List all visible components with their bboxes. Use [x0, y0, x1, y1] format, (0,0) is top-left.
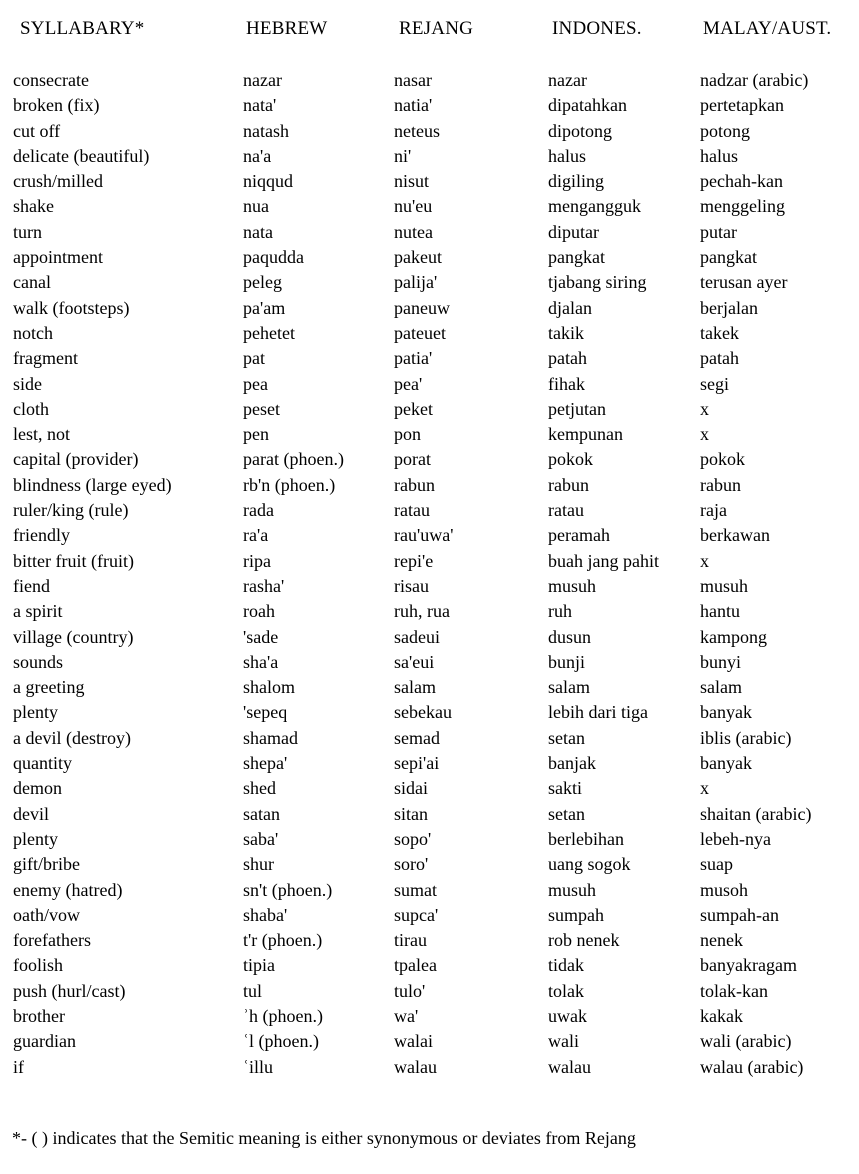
cell-syllabary: plenty	[13, 702, 58, 723]
cell-hebrew: shaba'	[243, 904, 288, 925]
cell-rejang: sebekau	[394, 702, 452, 723]
cell-malay: suap	[700, 854, 733, 875]
cell-rejang: peket	[394, 398, 433, 419]
cell-syllabary: if	[13, 1056, 24, 1077]
cell-malay: pechah-kan	[700, 171, 783, 192]
cell-hebrew: nazar	[243, 70, 282, 90]
cell-syllabary: ruler/king (rule)	[13, 500, 129, 521]
table-row	[0, 169, 859, 194]
cell-hebrew: shed	[243, 778, 276, 799]
cell-rejang: ruh, rua	[394, 601, 450, 622]
table-row	[0, 447, 859, 472]
cell-syllabary: devil	[13, 803, 49, 824]
cell-syllabary: demon	[13, 778, 62, 799]
cell-hebrew: pehetet	[243, 322, 295, 343]
cell-rejang: tulo'	[394, 980, 426, 1001]
cell-rejang: pon	[394, 424, 421, 445]
cell-hebrew: roah	[243, 601, 275, 622]
cell-syllabary: turn	[13, 221, 42, 242]
cell-hebrew: na'a	[243, 145, 272, 166]
cell-hebrew: nata	[243, 221, 273, 242]
cell-rejang: paneuw	[394, 297, 450, 318]
cell-rejang: sitan	[394, 803, 428, 824]
cell-syllabary: blindness (large eyed)	[13, 474, 172, 495]
cell-hebrew: shepa'	[243, 753, 288, 774]
cell-malay: pangkat	[700, 247, 757, 268]
cell-rejang: ni'	[394, 145, 412, 166]
cell-syllabary: bitter fruit (fruit)	[13, 550, 134, 571]
cell-syllabary: broken (fix)	[13, 95, 100, 116]
table-row	[0, 903, 859, 928]
table-row	[0, 270, 859, 295]
cell-rejang: rabun	[394, 474, 435, 495]
table-row	[0, 422, 859, 447]
table-row	[0, 827, 859, 852]
cell-rejang: sadeui	[394, 626, 440, 647]
cell-syllabary: fiend	[13, 575, 50, 596]
cell-rejang: pateuet	[394, 322, 446, 343]
cell-indonesian: banjak	[548, 753, 596, 774]
cell-hebrew: pea	[243, 373, 268, 394]
cell-malay: potong	[700, 120, 751, 141]
cell-rejang: tpalea	[394, 955, 437, 976]
cell-indonesian: dusun	[548, 626, 592, 647]
cell-syllabary: quantity	[13, 753, 72, 774]
cell-syllabary: sounds	[13, 651, 64, 672]
table-row	[0, 523, 859, 548]
table-row	[0, 321, 859, 346]
cell-malay: musuh	[700, 575, 749, 596]
cell-rejang: walau	[394, 1056, 437, 1077]
cell-rejang: supca'	[394, 904, 439, 925]
cell-indonesian: petjutan	[548, 398, 606, 419]
cell-indonesian: mengangguk	[548, 196, 641, 217]
cell-syllabary: capital (provider)	[13, 449, 139, 470]
header-malay-aust: MALAY/AUST.	[703, 18, 832, 39]
cell-hebrew: rada	[243, 500, 274, 521]
cell-indonesian: kempunan	[548, 424, 623, 445]
cell-indonesian: lebih dari tiga	[548, 702, 648, 723]
cell-indonesian: takik	[548, 322, 584, 343]
cell-rejang: ratau	[394, 500, 430, 521]
table-row	[0, 751, 859, 776]
cell-indonesian: patah	[548, 348, 587, 369]
cell-syllabary: side	[13, 373, 42, 394]
cell-indonesian: pangkat	[548, 247, 605, 268]
cell-rejang: sumat	[394, 879, 437, 900]
cell-syllabary: a spirit	[13, 601, 63, 622]
cell-malay: raja	[700, 500, 727, 521]
cell-hebrew: t'r (phoen.)	[243, 930, 323, 951]
cell-hebrew: shamad	[243, 727, 298, 748]
table-row	[0, 372, 859, 397]
table-row	[0, 93, 859, 118]
cell-rejang: sa'eui	[394, 651, 435, 672]
cell-rejang: nutea	[394, 221, 433, 242]
cell-rejang: salam	[394, 677, 436, 698]
cell-indonesian: musuh	[548, 879, 597, 900]
word-comparison-table	[0, 68, 859, 1080]
cell-hebrew: 'sade	[243, 626, 279, 647]
cell-indonesian: walau	[548, 1056, 591, 1077]
cell-malay: iblis (arabic)	[700, 727, 792, 748]
table-row	[0, 776, 859, 801]
cell-indonesian: salam	[548, 677, 590, 698]
cell-malay: berjalan	[700, 297, 758, 318]
cell-indonesian: digiling	[548, 171, 605, 192]
table-row	[0, 852, 859, 877]
cell-malay: pokok	[700, 449, 745, 470]
cell-malay: halus	[700, 145, 738, 166]
table-row	[0, 473, 859, 498]
cell-syllabary: cut off	[13, 120, 61, 141]
cell-malay: tolak-kan	[700, 980, 768, 1001]
cell-malay: terusan ayer	[700, 272, 788, 293]
cell-indonesian: ratau	[548, 500, 584, 521]
cell-rejang: neteus	[394, 120, 440, 141]
cell-syllabary: canal	[13, 272, 51, 293]
cell-indonesian: buah jang pahit	[548, 550, 659, 571]
cell-syllabary: notch	[13, 322, 53, 343]
cell-hebrew: pa'am	[243, 297, 286, 318]
cell-indonesian: fihak	[548, 373, 585, 394]
cell-malay: musoh	[700, 879, 749, 900]
cell-rejang: walai	[394, 1031, 433, 1052]
cell-syllabary: push (hurl/cast)	[13, 980, 126, 1001]
cell-indonesian: tidak	[548, 955, 584, 976]
cell-indonesian: setan	[548, 727, 585, 748]
cell-indonesian: djalan	[548, 297, 592, 318]
cell-rejang: pea'	[394, 373, 423, 394]
cell-indonesian: sumpah	[548, 904, 604, 925]
cell-indonesian: halus	[548, 145, 586, 166]
cell-malay: banyakragam	[700, 955, 797, 976]
cell-indonesian: pokok	[548, 449, 593, 470]
cell-rejang: soro'	[394, 854, 429, 875]
table-row	[0, 1029, 859, 1054]
cell-hebrew: saba'	[243, 828, 279, 849]
table-row	[0, 802, 859, 827]
cell-hebrew: ʿillu	[243, 1056, 273, 1077]
table-row	[0, 220, 859, 245]
cell-rejang: sidai	[394, 778, 428, 799]
table-row	[0, 1055, 859, 1080]
table-row	[0, 194, 859, 219]
cell-hebrew: ripa	[243, 550, 271, 571]
cell-malay: x	[700, 424, 709, 445]
cell-malay: wali (arabic)	[700, 1031, 792, 1052]
cell-syllabary: oath/vow	[13, 904, 80, 925]
cell-malay: walau (arabic)	[700, 1056, 804, 1077]
cell-hebrew: sn't (phoen.)	[243, 879, 333, 900]
table-row	[0, 979, 859, 1004]
cell-rejang: repi'e	[394, 550, 434, 571]
cell-malay: banyak	[700, 753, 752, 774]
table-row	[0, 953, 859, 978]
cell-malay: salam	[700, 677, 742, 698]
cell-malay: pertetapkan	[700, 95, 784, 116]
cell-rejang: porat	[394, 449, 431, 470]
cell-hebrew: rb'n (phoen.)	[243, 474, 336, 495]
cell-malay: rabun	[700, 474, 741, 495]
cell-syllabary: foolish	[13, 955, 64, 976]
header-syllabary: SYLLABARY*	[20, 18, 145, 39]
cell-rejang: patia'	[394, 348, 433, 369]
table-row	[0, 245, 859, 270]
cell-indonesian: ruh	[548, 601, 572, 622]
table-row	[0, 650, 859, 675]
cell-indonesian: peramah	[548, 525, 610, 546]
cell-rejang: pakeut	[394, 247, 442, 268]
table-row	[0, 397, 859, 422]
cell-hebrew: tul	[243, 980, 263, 1001]
table-row	[0, 878, 859, 903]
cell-indonesian: bunji	[548, 651, 586, 672]
cell-hebrew: tipia	[243, 955, 275, 976]
cell-syllabary: gift/bribe	[13, 854, 80, 875]
cell-indonesian: wali	[548, 1031, 579, 1052]
cell-rejang: sopo'	[394, 828, 432, 849]
cell-malay: bunyi	[700, 651, 742, 672]
cell-malay: segi	[700, 373, 729, 394]
cell-hebrew: nata'	[243, 95, 277, 116]
cell-indonesian: setan	[548, 803, 585, 824]
table-row	[0, 726, 859, 751]
cell-malay: lebeh-nya	[700, 828, 771, 849]
cell-hebrew: pen	[243, 424, 269, 445]
cell-syllabary: lest, not	[13, 424, 70, 445]
cell-hebrew: nua	[243, 196, 269, 217]
cell-malay: kampong	[700, 626, 767, 647]
cell-rejang: nisut	[394, 171, 430, 192]
cell-malay: banyak	[700, 702, 752, 723]
table-row	[0, 119, 859, 144]
cell-syllabary: guardian	[13, 1031, 76, 1052]
cell-malay: x	[700, 550, 709, 571]
cell-malay: x	[700, 778, 709, 799]
cell-indonesian: uang sogok	[548, 854, 631, 875]
cell-indonesian: dipotong	[548, 120, 613, 141]
cell-rejang: risau	[394, 575, 429, 596]
cell-hebrew: paqudda	[243, 247, 304, 268]
cell-rejang: wa'	[394, 1005, 419, 1026]
cell-syllabary: plenty	[13, 828, 58, 849]
cell-malay: shaitan (arabic)	[700, 803, 812, 824]
cell-rejang: rau'uwa'	[394, 525, 454, 546]
cell-indonesian: rob nenek	[548, 930, 620, 951]
cell-hebrew: ra'a	[243, 525, 269, 546]
cell-hebrew: niqqud	[243, 171, 294, 192]
table-row	[0, 144, 859, 169]
table-row	[0, 1004, 859, 1029]
table-row	[0, 574, 859, 599]
cell-rejang: nasar	[394, 70, 432, 90]
cell-rejang: nu'eu	[394, 196, 433, 217]
table-row	[0, 599, 859, 624]
cell-indonesian: dipatahkan	[548, 95, 627, 116]
cell-malay: kakak	[700, 1005, 743, 1026]
header-indonesian: INDONES.	[552, 18, 642, 39]
cell-hebrew: rasha'	[243, 575, 285, 596]
cell-syllabary: friendly	[13, 525, 70, 546]
cell-indonesian: sakti	[548, 778, 582, 799]
cell-malay: sumpah-an	[700, 904, 779, 925]
cell-hebrew: ʾh (phoen.)	[243, 1005, 323, 1026]
cell-hebrew: 'sepeq	[243, 702, 288, 723]
cell-syllabary: shake	[13, 196, 54, 217]
cell-hebrew: ʿl (phoen.)	[243, 1031, 319, 1052]
cell-syllabary: consecrate	[13, 70, 89, 90]
table-row	[0, 675, 859, 700]
header-rejang: REJANG	[399, 18, 474, 39]
cell-indonesian: diputar	[548, 221, 599, 242]
cell-malay: berkawan	[700, 525, 770, 546]
table-row	[0, 928, 859, 953]
cell-hebrew: peleg	[243, 272, 282, 293]
cell-syllabary: a greeting	[13, 677, 85, 698]
cell-syllabary: village (country)	[13, 626, 134, 647]
cell-indonesian: nazar	[548, 70, 587, 90]
cell-hebrew: satan	[243, 803, 280, 824]
cell-indonesian: uwak	[548, 1005, 587, 1026]
cell-syllabary: appointment	[13, 247, 103, 268]
cell-syllabary: delicate (beautiful)	[13, 145, 150, 166]
cell-hebrew: shur	[243, 854, 274, 875]
table-row	[0, 68, 859, 93]
cell-rejang: tirau	[394, 930, 427, 951]
cell-hebrew: shalom	[243, 677, 295, 698]
table-row	[0, 625, 859, 650]
cell-malay: nenek	[700, 930, 743, 951]
cell-hebrew: parat (phoen.)	[243, 449, 344, 470]
table-row	[0, 549, 859, 574]
cell-indonesian: tjabang siring	[548, 272, 647, 293]
table-row	[0, 346, 859, 371]
cell-rejang: natia'	[394, 95, 433, 116]
table-row	[0, 700, 859, 725]
cell-malay: patah	[700, 348, 739, 369]
cell-syllabary: forefathers	[13, 930, 91, 951]
header-hebrew: HEBREW	[246, 18, 328, 39]
table-row	[0, 498, 859, 523]
cell-syllabary: fragment	[13, 348, 78, 369]
cell-hebrew: natash	[243, 120, 289, 141]
cell-malay: x	[700, 398, 709, 419]
cell-rejang: sepi'ai	[394, 753, 440, 774]
cell-malay: menggeling	[700, 196, 785, 217]
cell-syllabary: cloth	[13, 398, 49, 419]
cell-rejang: palija'	[394, 272, 438, 293]
footnote: *- ( ) indicates that the Semitic meaning is either synonymous or deviates from Rejang	[12, 1128, 636, 1148]
cell-indonesian: musuh	[548, 575, 597, 596]
cell-syllabary: brother	[13, 1005, 65, 1026]
cell-syllabary: walk (footsteps)	[13, 297, 130, 318]
cell-hebrew: peset	[243, 398, 280, 419]
cell-indonesian: rabun	[548, 474, 589, 495]
cell-syllabary: a devil (destroy)	[13, 727, 131, 748]
cell-malay: putar	[700, 221, 737, 242]
table-row	[0, 296, 859, 321]
cell-syllabary: crush/milled	[13, 171, 103, 192]
cell-hebrew: pat	[243, 348, 265, 369]
cell-indonesian: tolak	[548, 980, 584, 1001]
cell-rejang: semad	[394, 727, 440, 748]
cell-indonesian: berlebihan	[548, 828, 624, 849]
cell-syllabary: enemy (hatred)	[13, 879, 123, 900]
cell-malay: takek	[700, 322, 739, 343]
cell-malay: hantu	[700, 601, 740, 622]
cell-malay: nadzar (arabic)	[700, 70, 809, 90]
cell-hebrew: sha'a	[243, 651, 279, 672]
